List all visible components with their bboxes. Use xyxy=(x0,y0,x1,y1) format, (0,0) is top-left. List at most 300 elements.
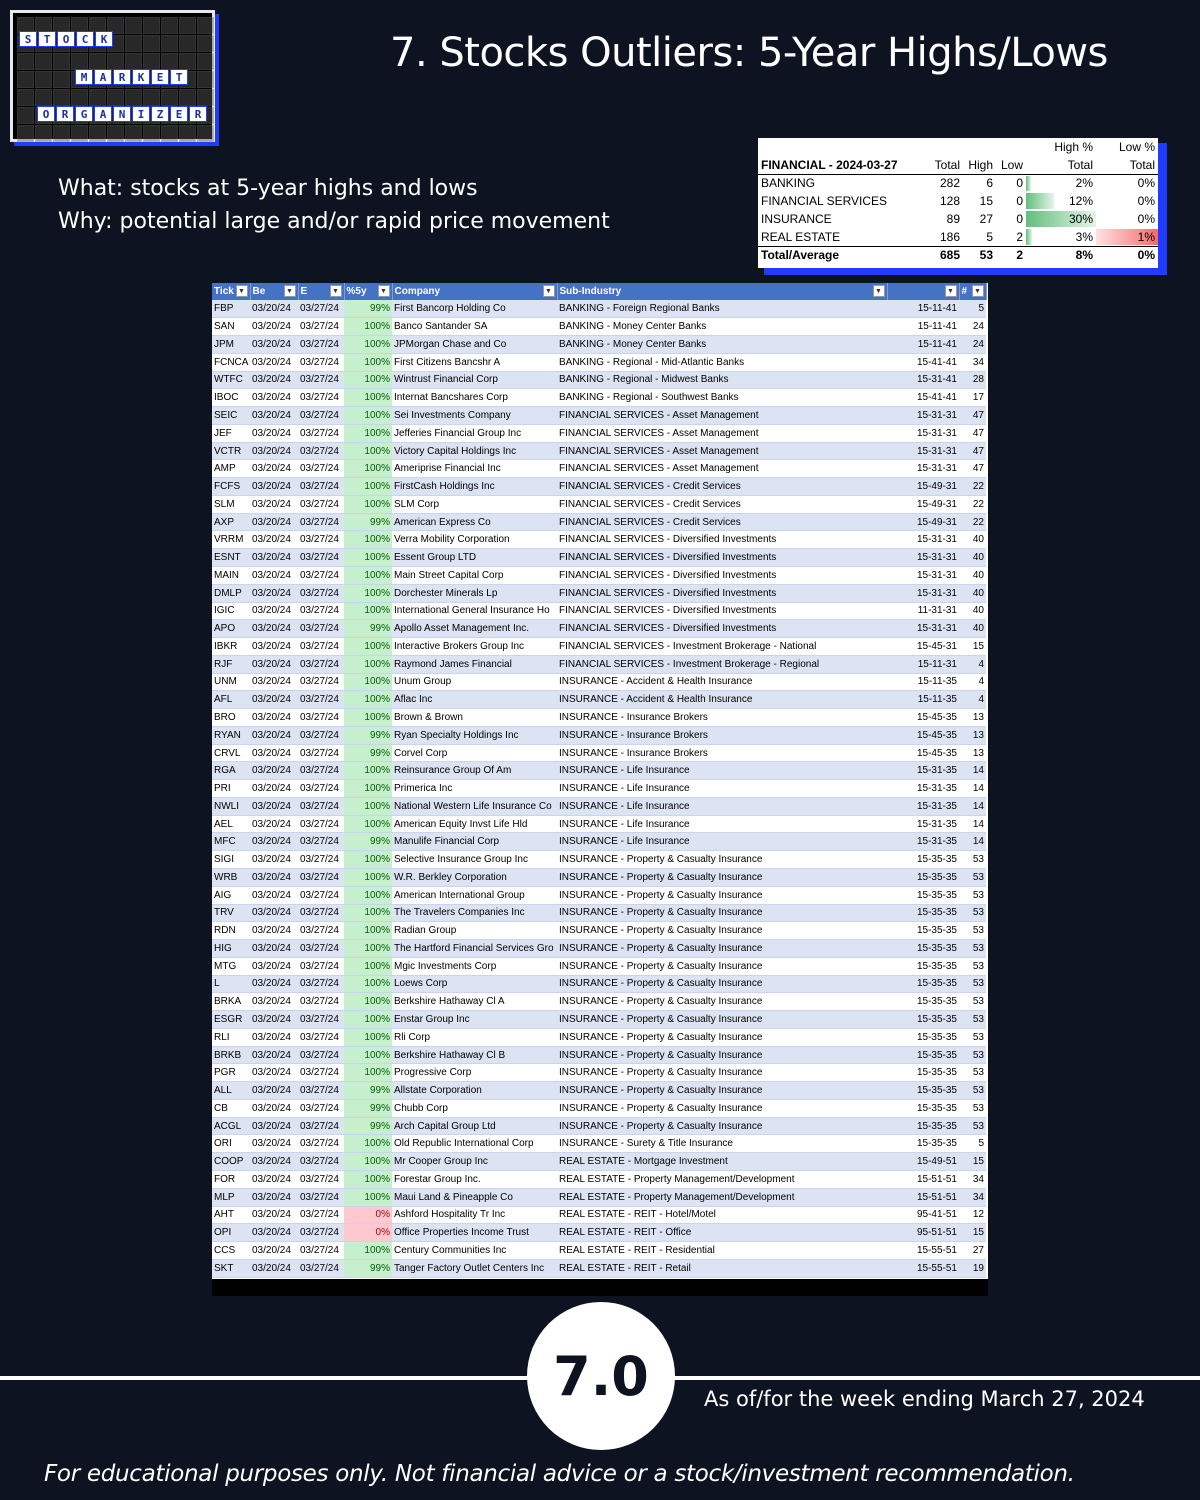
logo-letter-tile: K xyxy=(132,69,150,85)
cell-end-date: 03/27/24 xyxy=(298,460,344,478)
summary-low: 0 xyxy=(1016,176,1023,191)
cell-sub-industry: FINANCIAL SERVICES - Diversified Investments xyxy=(557,549,887,567)
cell-ticker: IBOC xyxy=(212,389,250,407)
logo-grid-cell xyxy=(125,53,142,70)
cell-code: 15-31-31 xyxy=(887,442,959,460)
cell-end-date: 03/27/24 xyxy=(298,922,344,940)
cell-pct-5y: 100% xyxy=(344,531,392,549)
cell-code: 15-51-51 xyxy=(887,1171,959,1189)
logo-grid-cell xyxy=(197,35,214,52)
cell-count: 40 xyxy=(959,531,986,549)
cell-ticker: BRKA xyxy=(212,993,250,1011)
table-row xyxy=(212,797,986,815)
cell-end-date: 03/27/24 xyxy=(298,993,344,1011)
cell-count: 15 xyxy=(959,1153,986,1171)
sheet-footer-strip xyxy=(212,1279,988,1296)
cell-begin-date: 03/20/24 xyxy=(250,922,298,940)
table-row xyxy=(212,1064,986,1082)
cell-pct-5y: 99% xyxy=(344,1259,392,1277)
cell-count: 47 xyxy=(959,424,986,442)
summary-high: 5 xyxy=(986,229,993,244)
cell-pct-5y: 100% xyxy=(344,638,392,656)
cell-sub-industry: BANKING - Regional - Southwest Banks xyxy=(557,389,887,407)
table-row xyxy=(212,780,986,798)
cell-end-date: 03/27/24 xyxy=(298,780,344,798)
summary-high: 27 xyxy=(979,212,993,226)
logo-grid-cell xyxy=(35,125,52,142)
what-line: What: stocks at 5-year highs and lows xyxy=(58,176,478,201)
table-row xyxy=(212,851,986,869)
cell-code: 15-31-35 xyxy=(887,780,959,798)
logo-grid-cell xyxy=(35,71,52,88)
filter-dropdown-icon[interactable]: ▼ xyxy=(330,285,342,297)
cell-company: Primerica Inc xyxy=(392,780,557,798)
table-row xyxy=(212,424,986,442)
cell-code: 95-51-51 xyxy=(887,1224,959,1242)
cell-company: Ameriprise Financial Inc xyxy=(392,460,557,478)
table-row xyxy=(212,957,986,975)
summary-total-row xyxy=(758,246,1158,264)
cell-company: American Equity Invst Life Hld xyxy=(392,815,557,833)
cell-pct-5y: 100% xyxy=(344,673,392,691)
cell-count: 34 xyxy=(959,1171,986,1189)
cell-sub-industry: INSURANCE - Property & Casualty Insurance xyxy=(557,869,887,887)
cell-code: 15-45-35 xyxy=(887,744,959,762)
cell-end-date: 03/27/24 xyxy=(298,1259,344,1277)
summary-total-total: 685 xyxy=(913,246,963,264)
cell-begin-date: 03/20/24 xyxy=(250,709,298,727)
column-header: Tick ▼ xyxy=(212,283,250,300)
cell-begin-date: 03/20/24 xyxy=(250,904,298,922)
logo-grid-cell xyxy=(143,89,160,106)
cell-pct-5y: 100% xyxy=(344,584,392,602)
cell-end-date: 03/27/24 xyxy=(298,869,344,887)
cell-pct-5y: 100% xyxy=(344,940,392,958)
cell-code: 15-35-35 xyxy=(887,1011,959,1029)
cell-sub-industry: INSURANCE - Property & Casualty Insurance xyxy=(557,851,887,869)
logo-grid-cell xyxy=(197,53,214,70)
cell-sub-industry: INSURANCE - Accident & Health Insurance xyxy=(557,691,887,709)
cell-code: 15-35-35 xyxy=(887,904,959,922)
page-title: 7. Stocks Outliers: 5-Year Highs/Lows xyxy=(390,30,1108,76)
cell-code: 15-35-35 xyxy=(887,886,959,904)
cell-count: 13 xyxy=(959,744,986,762)
cell-end-date: 03/27/24 xyxy=(298,957,344,975)
cell-code: 15-31-31 xyxy=(887,620,959,638)
cell-code: 15-31-31 xyxy=(887,460,959,478)
cell-company: International General Insurance Ho xyxy=(392,602,557,620)
filter-dropdown-icon[interactable]: ▼ xyxy=(236,285,248,297)
cell-end-date: 03/27/24 xyxy=(298,709,344,727)
table-row xyxy=(212,1242,986,1260)
summary-high: 15 xyxy=(979,194,993,208)
cell-pct-5y: 100% xyxy=(344,780,392,798)
cell-pct-5y: 0% xyxy=(344,1224,392,1242)
cell-count: 53 xyxy=(959,869,986,887)
cell-begin-date: 03/20/24 xyxy=(250,1117,298,1135)
summary-header-cell: Total xyxy=(913,156,963,174)
logo-grid-cell xyxy=(197,17,214,34)
filter-dropdown-icon[interactable]: ▼ xyxy=(873,285,885,297)
cell-sub-industry: INSURANCE - Property & Casualty Insurance xyxy=(557,957,887,975)
summary-low-pct-cell xyxy=(1096,174,1158,192)
cell-end-date: 03/27/24 xyxy=(298,1064,344,1082)
cell-count: 53 xyxy=(959,975,986,993)
cell-ticker: VRRM xyxy=(212,531,250,549)
cell-sub-industry: REAL ESTATE - Property Management/Development xyxy=(557,1171,887,1189)
summary-header-row xyxy=(758,156,1158,174)
cell-ticker: BRO xyxy=(212,709,250,727)
table-row xyxy=(212,531,986,549)
cell-pct-5y: 100% xyxy=(344,336,392,354)
cell-ticker: L xyxy=(212,975,250,993)
cell-ticker: ALL xyxy=(212,1082,250,1100)
summary-low-pct-cell xyxy=(1096,192,1158,210)
cell-company: Raymond James Financial xyxy=(392,655,557,673)
table-row xyxy=(212,673,986,691)
cell-begin-date: 03/20/24 xyxy=(250,638,298,656)
cell-count: 40 xyxy=(959,602,986,620)
table-row xyxy=(212,726,986,744)
cell-company: W.R. Berkley Corporation xyxy=(392,869,557,887)
cell-end-date: 03/27/24 xyxy=(298,442,344,460)
summary-header-blank xyxy=(913,138,963,156)
cell-company: Loews Corp xyxy=(392,975,557,993)
cell-begin-date: 03/20/24 xyxy=(250,353,298,371)
cell-ticker: DMLP xyxy=(212,584,250,602)
cell-pct-5y: 100% xyxy=(344,975,392,993)
table-row xyxy=(212,620,986,638)
table-row xyxy=(212,1153,986,1171)
cell-count: 40 xyxy=(959,566,986,584)
logo-grid-cell xyxy=(89,53,106,70)
logo-grid-cell xyxy=(143,17,160,34)
cell-sub-industry: INSURANCE - Insurance Brokers xyxy=(557,744,887,762)
table-row xyxy=(212,513,986,531)
filter-dropdown-icon[interactable]: ▼ xyxy=(543,285,555,297)
cell-end-date: 03/27/24 xyxy=(298,478,344,496)
cell-end-date: 03/27/24 xyxy=(298,389,344,407)
cell-sub-industry: FINANCIAL SERVICES - Diversified Investments xyxy=(557,620,887,638)
filter-dropdown-icon[interactable]: ▼ xyxy=(378,285,390,297)
cell-code: 15-11-35 xyxy=(887,691,959,709)
cell-sub-industry: FINANCIAL SERVICES - Asset Management xyxy=(557,407,887,425)
summary-header-cell: Low xyxy=(996,156,1026,174)
cell-count: 5 xyxy=(959,300,986,318)
logo-letter-tile: C xyxy=(76,31,94,47)
cell-begin-date: 03/20/24 xyxy=(250,460,298,478)
cell-company: National Western Life Insurance Co xyxy=(392,797,557,815)
cell-sub-industry: INSURANCE - Property & Casualty Insurance xyxy=(557,1099,887,1117)
table-row xyxy=(212,549,986,567)
cell-begin-date: 03/20/24 xyxy=(250,513,298,531)
cell-pct-5y: 100% xyxy=(344,460,392,478)
cell-code: 15-35-35 xyxy=(887,1135,959,1153)
cell-company: JPMorgan Chase and Co xyxy=(392,336,557,354)
summary-header-blank xyxy=(996,138,1026,156)
table-row xyxy=(212,584,986,602)
cell-count: 40 xyxy=(959,584,986,602)
cell-ticker: VCTR xyxy=(212,442,250,460)
cell-begin-date: 03/20/24 xyxy=(250,940,298,958)
summary-row xyxy=(758,228,1158,246)
table-row xyxy=(212,389,986,407)
cell-count: 40 xyxy=(959,620,986,638)
cell-ticker: ESGR xyxy=(212,1011,250,1029)
what-why-block xyxy=(58,172,610,238)
cell-code: 15-31-35 xyxy=(887,815,959,833)
cell-ticker: MLP xyxy=(212,1188,250,1206)
cell-sub-industry: REAL ESTATE - REIT - Hotel/Motel xyxy=(557,1206,887,1224)
summary-total-high: 53 xyxy=(963,246,996,264)
cell-pct-5y: 100% xyxy=(344,1011,392,1029)
cell-begin-date: 03/20/24 xyxy=(250,655,298,673)
table-row xyxy=(212,371,986,389)
summary-header-cell: Total xyxy=(1026,156,1096,174)
cell-company: Corvel Corp xyxy=(392,744,557,762)
column-header: %5y ▼ xyxy=(344,283,392,300)
as-of-date: As of/for the week ending March 27, 2024 xyxy=(704,1387,1145,1411)
cell-company: Wintrust Financial Corp xyxy=(392,371,557,389)
cell-count: 14 xyxy=(959,833,986,851)
cell-count: 24 xyxy=(959,336,986,354)
cell-pct-5y: 100% xyxy=(344,353,392,371)
summary-sector-name: BANKING xyxy=(761,176,816,191)
summary-row xyxy=(758,210,1158,228)
cell-company: Apollo Asset Management Inc. xyxy=(392,620,557,638)
cell-ticker: ORI xyxy=(212,1135,250,1153)
cell-company: Arch Capital Group Ltd xyxy=(392,1117,557,1135)
table-row xyxy=(212,478,986,496)
cell-count: 47 xyxy=(959,442,986,460)
cell-count: 47 xyxy=(959,460,986,478)
cell-code: 15-35-35 xyxy=(887,869,959,887)
cell-company: Brown & Brown xyxy=(392,709,557,727)
cell-begin-date: 03/20/24 xyxy=(250,957,298,975)
cell-company: Internat Bancshares Corp xyxy=(392,389,557,407)
cell-ticker: CRVL xyxy=(212,744,250,762)
cell-code: 15-41-41 xyxy=(887,353,959,371)
cell-sub-industry: INSURANCE - Surety & Title Insurance xyxy=(557,1135,887,1153)
cell-sub-industry: INSURANCE - Life Insurance xyxy=(557,762,887,780)
cell-end-date: 03/27/24 xyxy=(298,1028,344,1046)
cell-ticker: RJF xyxy=(212,655,250,673)
summary-low-pct-cell xyxy=(1096,210,1158,228)
cell-begin-date: 03/20/24 xyxy=(250,549,298,567)
cell-ticker: FCFS xyxy=(212,478,250,496)
cell-ticker: ACGL xyxy=(212,1117,250,1135)
logo-grid-cell xyxy=(143,125,160,142)
cell-company: Victory Capital Holdings Inc xyxy=(392,442,557,460)
cell-code: 15-55-51 xyxy=(887,1242,959,1260)
cell-code: 15-11-41 xyxy=(887,318,959,336)
cell-code: 15-11-41 xyxy=(887,336,959,354)
cell-code: 15-55-51 xyxy=(887,1259,959,1277)
cell-count: 53 xyxy=(959,1099,986,1117)
cell-company: Sei Investments Company xyxy=(392,407,557,425)
cell-sub-industry: REAL ESTATE - Mortgage Investment xyxy=(557,1153,887,1171)
cell-pct-5y: 100% xyxy=(344,407,392,425)
cell-end-date: 03/27/24 xyxy=(298,1188,344,1206)
logo-grid-cell xyxy=(143,53,160,70)
cell-code: 15-45-35 xyxy=(887,726,959,744)
cell-end-date: 03/27/24 xyxy=(298,407,344,425)
filter-dropdown-icon[interactable]: ▼ xyxy=(284,285,296,297)
cell-company: Dorchester Minerals Lp xyxy=(392,584,557,602)
cell-company: Essent Group LTD xyxy=(392,549,557,567)
cell-pct-5y: 99% xyxy=(344,1117,392,1135)
cell-end-date: 03/27/24 xyxy=(298,584,344,602)
logo-letter-tile: R xyxy=(113,69,131,85)
filter-dropdown-icon[interactable]: ▼ xyxy=(945,285,957,297)
cell-end-date: 03/27/24 xyxy=(298,549,344,567)
cell-company: Banco Santander SA xyxy=(392,318,557,336)
cell-sub-industry: REAL ESTATE - REIT - Residential xyxy=(557,1242,887,1260)
cell-ticker: RDN xyxy=(212,922,250,940)
cell-pct-5y: 100% xyxy=(344,549,392,567)
summary-total-label: Total/Average xyxy=(758,246,913,264)
cell-begin-date: 03/20/24 xyxy=(250,566,298,584)
summary-high-pct-cell xyxy=(1026,210,1096,228)
cell-pct-5y: 99% xyxy=(344,513,392,531)
summary-high-pct-cell xyxy=(1026,192,1096,210)
table-row xyxy=(212,975,986,993)
summary-sector-name: REAL ESTATE xyxy=(761,229,841,244)
cell-count: 22 xyxy=(959,513,986,531)
cell-pct-5y: 100% xyxy=(344,1171,392,1189)
summary-low-pct: 1% xyxy=(1137,229,1155,244)
cell-pct-5y: 99% xyxy=(344,833,392,851)
cell-count: 13 xyxy=(959,709,986,727)
table-row xyxy=(212,336,986,354)
cell-company: Selective Insurance Group Inc xyxy=(392,851,557,869)
cell-sub-industry: REAL ESTATE - REIT - Office xyxy=(557,1224,887,1242)
summary-total: 186 xyxy=(939,229,960,244)
cell-count: 40 xyxy=(959,549,986,567)
table-row xyxy=(212,1259,986,1277)
table-row xyxy=(212,1099,986,1117)
cell-sub-industry: BANKING - Regional - Mid-Atlantic Banks xyxy=(557,353,887,371)
table-row xyxy=(212,993,986,1011)
cell-pct-5y: 100% xyxy=(344,655,392,673)
cell-count: 53 xyxy=(959,957,986,975)
cell-end-date: 03/27/24 xyxy=(298,744,344,762)
logo-grid-cell xyxy=(89,125,106,142)
cell-ticker: RGA xyxy=(212,762,250,780)
cell-company: SLM Corp xyxy=(392,495,557,513)
cell-sub-industry: INSURANCE - Life Insurance xyxy=(557,780,887,798)
cell-company: Ryan Specialty Holdings Inc xyxy=(392,726,557,744)
cell-begin-date: 03/20/24 xyxy=(250,1099,298,1117)
cell-begin-date: 03/20/24 xyxy=(250,993,298,1011)
summary-header-cell: FINANCIAL - 2024-03-27 xyxy=(758,156,913,174)
cell-pct-5y: 100% xyxy=(344,371,392,389)
cell-count: 53 xyxy=(959,851,986,869)
cell-end-date: 03/27/24 xyxy=(298,975,344,993)
table-row xyxy=(212,940,986,958)
cell-code: 15-35-35 xyxy=(887,1064,959,1082)
cell-end-date: 03/27/24 xyxy=(298,495,344,513)
cell-begin-date: 03/20/24 xyxy=(250,1011,298,1029)
cell-code: 15-11-35 xyxy=(887,673,959,691)
cell-ticker: FBP xyxy=(212,300,250,318)
filter-dropdown-icon[interactable]: ▼ xyxy=(972,285,984,297)
cell-code: 15-31-31 xyxy=(887,584,959,602)
table-row xyxy=(212,691,986,709)
cell-ticker: FCNCA xyxy=(212,353,250,371)
cell-sub-industry: INSURANCE - Property & Casualty Insurance xyxy=(557,940,887,958)
table-row xyxy=(212,442,986,460)
cell-sub-industry: BANKING - Foreign Regional Banks xyxy=(557,300,887,318)
cell-count: 19 xyxy=(959,1259,986,1277)
cell-code: 11-31-31 xyxy=(887,602,959,620)
summary-low-pct: 0% xyxy=(1137,194,1155,208)
logo-grid-cell xyxy=(161,89,178,106)
logo-grid-cell xyxy=(161,125,178,142)
table-row xyxy=(212,300,986,318)
cell-company: Aflac Inc xyxy=(392,691,557,709)
table-row xyxy=(212,815,986,833)
logo-grid-cell xyxy=(125,125,142,142)
column-header: Company ▼ xyxy=(392,283,557,300)
logo-grid-cell xyxy=(161,53,178,70)
logo-letter-tile: R xyxy=(189,106,207,122)
summary-low-pct-cell xyxy=(1096,228,1158,246)
cell-sub-industry: BANKING - Money Center Banks xyxy=(557,318,887,336)
logo-letter-tile: S xyxy=(19,31,37,47)
cell-company: The Travelers Companies Inc xyxy=(392,904,557,922)
cell-begin-date: 03/20/24 xyxy=(250,424,298,442)
cell-begin-date: 03/20/24 xyxy=(250,620,298,638)
table-row xyxy=(212,566,986,584)
column-header: # ▼ xyxy=(959,283,986,300)
summary-sector-name: FINANCIAL SERVICES xyxy=(761,194,888,208)
table-row xyxy=(212,922,986,940)
cell-code: 15-35-35 xyxy=(887,1099,959,1117)
cell-code: 15-45-31 xyxy=(887,638,959,656)
logo-grid-cell xyxy=(71,89,88,106)
cell-ticker: COOP xyxy=(212,1153,250,1171)
cell-pct-5y: 100% xyxy=(344,495,392,513)
summary-low-pct: 0% xyxy=(1137,176,1155,191)
summary-sector-name: INSURANCE xyxy=(761,212,832,226)
cell-end-date: 03/27/24 xyxy=(298,638,344,656)
cell-code: 15-45-35 xyxy=(887,709,959,727)
logo-grid-cell xyxy=(143,35,160,52)
cell-sub-industry: FINANCIAL SERVICES - Diversified Investments xyxy=(557,531,887,549)
cell-company: Allstate Corporation xyxy=(392,1082,557,1100)
logo-letter-tile: O xyxy=(57,31,75,47)
cell-sub-industry: FINANCIAL SERVICES - Diversified Investments xyxy=(557,602,887,620)
table-row xyxy=(212,762,986,780)
cell-begin-date: 03/20/24 xyxy=(250,975,298,993)
cell-ticker: AEL xyxy=(212,815,250,833)
cell-code: 15-35-35 xyxy=(887,940,959,958)
cell-begin-date: 03/20/24 xyxy=(250,442,298,460)
logo-grid-cell xyxy=(107,53,124,70)
cell-ticker: TRV xyxy=(212,904,250,922)
cell-sub-industry: INSURANCE - Property & Casualty Insurance xyxy=(557,1082,887,1100)
cell-count: 24 xyxy=(959,318,986,336)
cell-pct-5y: 100% xyxy=(344,318,392,336)
logo-letter-tile: K xyxy=(95,31,113,47)
cell-company: Manulife Financial Corp xyxy=(392,833,557,851)
column-header: Sub-Industry ▼ xyxy=(557,283,887,300)
cell-sub-industry: FINANCIAL SERVICES - Credit Services xyxy=(557,478,887,496)
logo-grid-cell xyxy=(125,89,142,106)
summary-header-blank xyxy=(963,138,996,156)
cell-pct-5y: 100% xyxy=(344,389,392,407)
